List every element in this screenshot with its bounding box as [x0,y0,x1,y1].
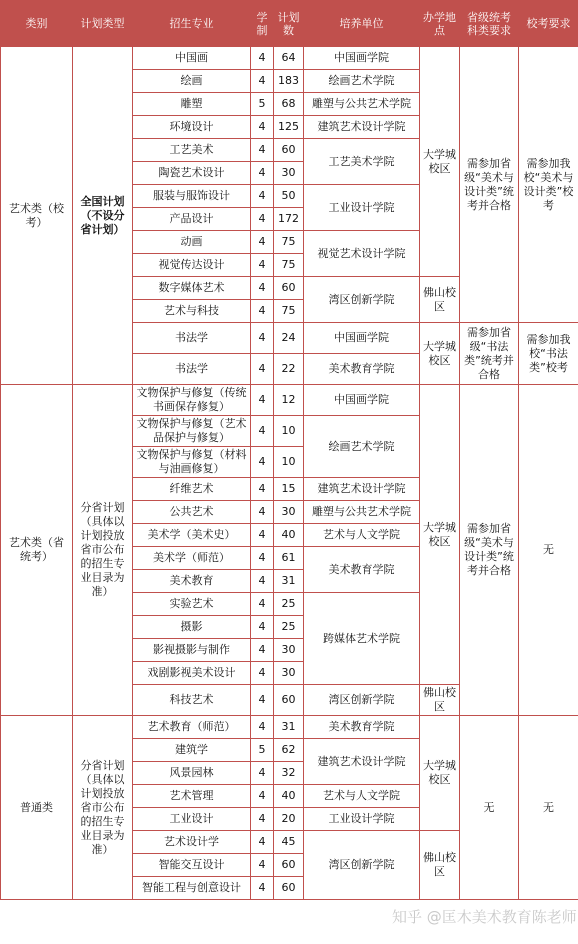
major-cell: 环境设计 [133,116,251,139]
quota-cell: 30 [274,662,304,685]
major-cell: 影视摄影与制作 [133,639,251,662]
school-req-cell: 无 [519,716,578,900]
major-cell: 工艺美术 [133,139,251,162]
quota-cell: 61 [274,547,304,570]
major-cell: 智能交互设计 [133,854,251,877]
header-quota: 计划数 [274,1,304,47]
quota-cell: 50 [274,185,304,208]
quota-cell: 24 [274,323,304,354]
quota-cell: 15 [274,478,304,501]
duration-cell: 4 [251,254,274,277]
quota-cell: 60 [274,854,304,877]
major-cell: 艺术设计学 [133,831,251,854]
category-cell: 艺术类（省统考） [1,385,73,716]
duration-cell: 4 [251,323,274,354]
unit-cell: 湾区创新学院 [304,685,420,716]
quota-cell: 10 [274,447,304,478]
quota-cell: 125 [274,116,304,139]
quota-cell: 75 [274,231,304,254]
watermark: 知乎 @匡木美术教育陈老师 [392,908,577,926]
duration-cell: 4 [251,185,274,208]
duration-cell: 4 [251,808,274,831]
duration-cell: 4 [251,208,274,231]
duration-cell: 4 [251,300,274,323]
duration-cell: 4 [251,593,274,616]
provincial-req-cell: 需参加省级“美术与设计类”统考并合格 [460,47,519,323]
location-cell: 大学城校区 [420,323,460,385]
duration-cell: 4 [251,854,274,877]
major-cell: 雕塑 [133,93,251,116]
major-cell: 动画 [133,231,251,254]
header-unit: 培养单位 [304,1,420,47]
duration-cell: 4 [251,447,274,478]
major-cell: 美术学（美术史） [133,524,251,547]
major-cell: 绘画 [133,70,251,93]
provincial-req-cell: 需参加省级“美术与设计类”统考并合格 [460,385,519,716]
plan-type-cell: 分省计划（具体以计划投放省市公布的招生专业目录为准） [73,716,133,900]
duration-cell: 4 [251,831,274,854]
major-cell: 艺术教育（师范） [133,716,251,739]
header-provincial-req: 省级统考科类要求 [460,1,519,47]
unit-cell: 艺术与人文学院 [304,785,420,808]
header-plan-type: 计划类型 [73,1,133,47]
duration-cell: 4 [251,785,274,808]
duration-cell: 4 [251,547,274,570]
location-cell: 大学城校区 [420,47,460,277]
major-cell: 文物保护与修复（艺术品保护与修复） [133,416,251,447]
duration-cell: 4 [251,116,274,139]
duration-cell: 4 [251,501,274,524]
school-req-cell: 需参加我校“美术与设计类”校考 [519,47,578,323]
duration-cell: 4 [251,47,274,70]
unit-cell: 雕塑与公共艺术学院 [304,501,420,524]
major-cell: 文物保护与修复（材料与油画修复） [133,447,251,478]
duration-cell: 4 [251,877,274,900]
unit-cell: 美术教育学院 [304,354,420,385]
duration-cell: 4 [251,570,274,593]
duration-cell: 4 [251,354,274,385]
quota-cell: 75 [274,254,304,277]
quota-cell: 68 [274,93,304,116]
major-cell: 书法学 [133,323,251,354]
quota-cell: 40 [274,524,304,547]
major-cell: 风景园林 [133,762,251,785]
quota-cell: 62 [274,739,304,762]
major-cell: 书法学 [133,354,251,385]
major-cell: 中国画 [133,47,251,70]
duration-cell: 4 [251,762,274,785]
major-cell: 艺术与科技 [133,300,251,323]
major-cell: 艺术管理 [133,785,251,808]
category-cell: 普通类 [1,716,73,900]
quota-cell: 45 [274,831,304,854]
quota-cell: 30 [274,162,304,185]
unit-cell: 中国画学院 [304,385,420,416]
quota-cell: 10 [274,416,304,447]
major-cell: 工业设计 [133,808,251,831]
quota-cell: 75 [274,300,304,323]
quota-cell: 64 [274,47,304,70]
major-cell: 建筑学 [133,739,251,762]
major-cell: 摄影 [133,616,251,639]
quota-cell: 22 [274,354,304,385]
major-cell: 科技艺术 [133,685,251,716]
duration-cell: 4 [251,416,274,447]
duration-cell: 4 [251,524,274,547]
location-cell: 大学城校区 [420,716,460,831]
header-category: 类别 [1,1,73,47]
major-cell: 戏剧影视美术设计 [133,662,251,685]
location-cell: 大学城校区 [420,385,460,685]
major-cell: 陶瓷艺术设计 [133,162,251,185]
duration-cell: 4 [251,662,274,685]
unit-cell: 跨媒体艺术学院 [304,593,420,685]
unit-cell: 工业设计学院 [304,808,420,831]
school-req-cell: 需参加我校“书法类”校考 [519,323,578,385]
quota-cell: 60 [274,685,304,716]
unit-cell: 美术教育学院 [304,716,420,739]
unit-cell: 湾区创新学院 [304,831,420,900]
unit-cell: 美术教育学院 [304,547,420,593]
major-cell: 产品设计 [133,208,251,231]
duration-cell: 4 [251,385,274,416]
unit-cell: 建筑艺术设计学院 [304,478,420,501]
duration-cell: 5 [251,93,274,116]
quota-cell: 30 [274,639,304,662]
major-cell: 公共艺术 [133,501,251,524]
category-cell: 艺术类（校考） [1,47,73,385]
table-row [1,385,578,416]
duration-cell: 4 [251,70,274,93]
unit-cell: 视觉艺术设计学院 [304,231,420,277]
plan-type-cell: 全国计划（不设分省计划） [73,47,133,385]
header-duration: 学制 [251,1,274,47]
header-location: 办学地点 [420,1,460,47]
plan-type-cell: 分省计划（具体以计划投放省市公布的招生专业目录为准） [73,385,133,716]
major-cell: 服装与服饰设计 [133,185,251,208]
major-cell: 美术教育 [133,570,251,593]
location-cell: 佛山校区 [420,831,460,900]
quota-cell: 25 [274,593,304,616]
duration-cell: 5 [251,739,274,762]
quota-cell: 32 [274,762,304,785]
duration-cell: 4 [251,478,274,501]
major-cell: 文物保护与修复（传统书画保存修复） [133,385,251,416]
duration-cell: 4 [251,639,274,662]
quota-cell: 20 [274,808,304,831]
table-row [1,47,578,70]
provincial-req-cell: 无 [460,716,519,900]
quota-cell: 31 [274,716,304,739]
duration-cell: 4 [251,162,274,185]
table-row [1,716,578,739]
unit-cell: 中国画学院 [304,323,420,354]
duration-cell: 4 [251,616,274,639]
unit-cell: 雕塑与公共艺术学院 [304,93,420,116]
duration-cell: 4 [251,685,274,716]
quota-cell: 30 [274,501,304,524]
duration-cell: 4 [251,231,274,254]
unit-cell: 工业设计学院 [304,185,420,231]
unit-cell: 艺术与人文学院 [304,524,420,547]
duration-cell: 4 [251,716,274,739]
quota-cell: 60 [274,139,304,162]
quota-cell: 31 [274,570,304,593]
provincial-req-cell: 需参加省级“书法类”统考并合格 [460,323,519,385]
quota-cell: 60 [274,277,304,300]
quota-cell: 183 [274,70,304,93]
header-row [1,1,578,47]
duration-cell: 4 [251,277,274,300]
quota-cell: 172 [274,208,304,231]
major-cell: 美术学（师范） [133,547,251,570]
major-cell: 视觉传达设计 [133,254,251,277]
quota-cell: 40 [274,785,304,808]
major-cell: 智能工程与创意设计 [133,877,251,900]
quota-cell: 60 [274,877,304,900]
header-major: 招生专业 [133,1,251,47]
quota-cell: 12 [274,385,304,416]
header-school-req: 校考要求 [519,1,578,47]
major-cell: 数字媒体艺术 [133,277,251,300]
location-cell: 佛山校区 [420,685,460,716]
unit-cell: 绘画艺术学院 [304,70,420,93]
school-req-cell: 无 [519,385,578,716]
quota-cell: 25 [274,616,304,639]
unit-cell: 建筑艺术设计学院 [304,739,420,785]
unit-cell: 建筑艺术设计学院 [304,116,420,139]
unit-cell: 工艺美术学院 [304,139,420,185]
location-cell: 佛山校区 [420,277,460,323]
unit-cell: 中国画学院 [304,47,420,70]
unit-cell: 绘画艺术学院 [304,416,420,478]
major-cell: 实验艺术 [133,593,251,616]
unit-cell: 湾区创新学院 [304,277,420,323]
major-cell: 纤维艺术 [133,478,251,501]
duration-cell: 4 [251,139,274,162]
